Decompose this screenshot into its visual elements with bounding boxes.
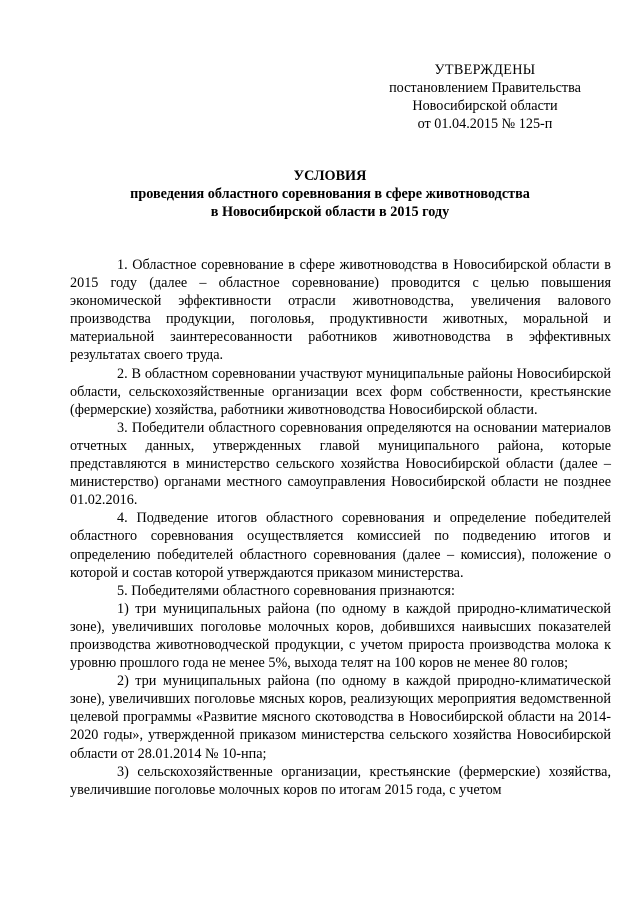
approval-line-2: Новосибирской области (412, 98, 558, 115)
approval-line-1: постановлением Правительства (389, 80, 581, 97)
approval-heading: УТВЕРЖДЕНЫ (434, 62, 536, 78)
paragraph-5: 5. Победителями областного соревнования признаются: (117, 582, 455, 599)
paragraph-5-item-1: 1) три муниципальных района (по одному в каждой природно-климатической зоне), увеличивших поголовье молочных коров, добившихся наивысших показателей производства животноводческой продукции, с учетом прироста производства молока к уровню прошлого года не менее 5%, выхода телят на 100 коров не менее 80 голов; (70, 600, 611, 672)
approval-stamp (380, 61, 590, 133)
document-title (90, 167, 570, 221)
title-sub-1: проведения областного соревнования в сфере животноводства (130, 186, 530, 203)
approval-line-3: от 01.04.2015 № 125-п (417, 116, 553, 133)
paragraph-5-item-3: 3) сельскохозяйственные организации, крестьянские (фермерские) хозяйства, увеличившие поголовье молочных коров по итогам 2015 года, с учетом (70, 763, 611, 798)
document-body (70, 256, 611, 799)
paragraph-2: 2. В областном соревновании участвуют муниципальные районы Новосибирской области, сельскохозяйственные организации всех форм собственности, крестьянские (фермерские) хозяйства, работники животноводства Новосибирской области. (70, 365, 611, 418)
paragraph-5-item-2: 2) три муниципальных района (по одному в каждой природно-климатической зоне), увеличивших поголовье мясных коров, реализующих мероприятия ведомственной целевой программы «Развитие мясного скотоводства в Новосибирской области на 2014-2020 годы», утвержденной приказом министерства сельского хозяйства Новосибирской области от 28.01.2014 № 10-нпа; (70, 673, 611, 762)
title-sub-2: в Новосибирской области в 2015 году (210, 204, 450, 221)
paragraph-1: 1. Областное соревнование в сфере животноводства в Новосибирской области в 2015 году (далее – областное соревнование) проводится с целью повышения экономической эффективности отрасли животноводства, увеличения валового производства продукции, поголовья, продуктивности животных, моральной и материальной заинтересованности работников животноводства в эффективных результатах своего труда. (70, 257, 611, 364)
title-main: УСЛОВИЯ (293, 168, 367, 184)
paragraph-3: 3. Победители областного соревнования определяются на основании материалов отчетных данных, утвержденных главой муниципального района, которые представляются в министерство сельского хозяйства Новосибирской области (далее – министерство) органами местного самоуправления Новосибирской области не позднее 01.02.2016. (70, 419, 611, 509)
paragraph-4: 4. Подведение итогов областного соревнования и определение победителей областного соревнования осуществляется комиссией по подведению итогов и определению победителей областного соревнования (далее – комиссия), положение о которой и состав которой утверждаются приказом министерства. (70, 510, 611, 581)
